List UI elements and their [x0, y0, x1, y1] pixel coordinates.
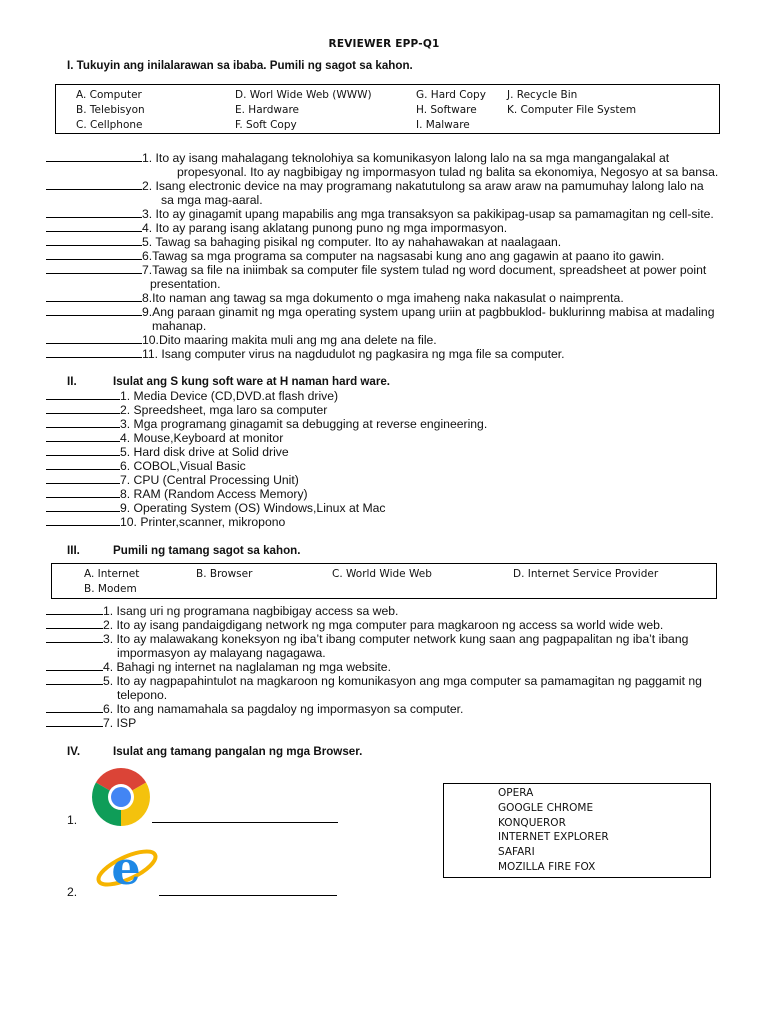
answer-blank[interactable] — [46, 716, 103, 727]
answer-blank[interactable] — [46, 501, 120, 512]
section-3-choice-box — [51, 563, 717, 599]
choice-k: K. Computer File System — [507, 104, 637, 116]
browser-option-konqueror: KONQUEROR — [498, 817, 566, 829]
answer-blank[interactable] — [46, 249, 142, 260]
s2-question-10: 10. Printer,scanner, mikropono — [46, 515, 285, 529]
answer-blank[interactable] — [46, 263, 142, 274]
s1-question-4: 4. Ito ay parang isang aklatang punong puno ng mga impormasyon. — [46, 221, 507, 235]
s2-question-4: 4. Mouse,Keyboard at monitor — [46, 431, 283, 445]
s2-question-9: 9. Operating System (OS) Windows,Linux at Mac — [46, 501, 386, 515]
svg-text:e: e — [111, 841, 141, 895]
choice-world-wide-web: C. World Wide Web — [332, 568, 432, 580]
choice-internet: A. Internet — [84, 568, 140, 580]
choice-f: F. Soft Copy — [235, 119, 297, 131]
s1-question-11: 11. Isang computer virus na nagdudulot ng pagkasira ng mga file sa computer. — [46, 347, 565, 361]
s3-question-6: 6. Ito ang namamahala sa pagdaloy ng impormasyon sa computer. — [46, 702, 463, 716]
s3-question-2: 2. Ito ay isang pandaigdigang network ng mga computer para magkaroon ng access sa world wide web. — [46, 618, 663, 632]
s3-question-5: 5. Ito ay nagpapahintulot na magkaroon ng komunikasyon ang mga computer sa pamamagitan ng paggamit ng — [46, 674, 702, 688]
answer-blank[interactable] — [46, 604, 103, 615]
s1-question-1-cont: propesyonal. Ito ay nagbibigay ng impormasyon tulad ng balita sa ekonomiya, Negosyo at sa bansa. — [177, 165, 719, 179]
s1-question-7: 7.Tawag sa file na iniimbak sa computer file system tulad ng word document, spreadsheet at power point — [46, 263, 706, 277]
answer-blank[interactable] — [46, 473, 120, 484]
choice-browser: B. Browser — [196, 568, 253, 580]
browser-answer-2[interactable] — [159, 895, 337, 896]
answer-blank[interactable] — [46, 389, 120, 400]
chrome-logo-icon — [89, 768, 153, 826]
s1-question-7-cont: presentation. — [150, 277, 221, 291]
answer-blank[interactable] — [46, 403, 120, 414]
answer-blank[interactable] — [46, 459, 120, 470]
s3-question-4: 4. Bahagi ng internet na naglalaman ng mga website. — [46, 660, 391, 674]
section-2-heading: Isulat ang S kung soft ware at H naman hard ware. — [113, 375, 391, 388]
section-4-heading: Isulat ang tamang pangalan ng mga Browser. — [113, 745, 363, 758]
answer-blank[interactable] — [46, 417, 120, 428]
s3-question-7: 7. ISP — [46, 716, 136, 730]
answer-blank[interactable] — [46, 674, 103, 685]
s1-question-8: 8.Ito naman ang tawag sa mga dokumento o mga imaheng naka nakasulat o naimprenta. — [46, 291, 624, 305]
answer-blank[interactable] — [46, 221, 142, 232]
page-title: REVIEWER EPP-Q1 — [328, 38, 440, 50]
answer-blank[interactable] — [46, 333, 142, 344]
answer-blank[interactable] — [46, 515, 120, 526]
answer-blank[interactable] — [46, 702, 103, 713]
choice-b: B. Telebisyon — [76, 104, 145, 116]
answer-blank[interactable] — [46, 291, 142, 302]
section-1-choice-box — [55, 84, 720, 134]
s2-question-6: 6. COBOL,Visual Basic — [46, 459, 246, 473]
answer-blank[interactable] — [46, 632, 103, 643]
s1-question-3: 3. Ito ay ginagamit upang mapabilis ang mga transaksyon sa pakikipag-usap sa pamamagitan ng cell-site. — [46, 207, 714, 221]
s3-question-1: 1. Isang uri ng programana nagbibigay access sa web. — [46, 604, 398, 618]
browser-option-safari: SAFARI — [498, 846, 535, 858]
answer-blank[interactable] — [46, 305, 142, 316]
browser-option-opera: OPERA — [498, 787, 534, 799]
choice-i: I. Malware — [416, 119, 470, 131]
s1-question-9: 9.Ang paraan ginamit ng mga operating system upang uriin at pagbbuklod- buklurinng mabisa at madaling — [46, 305, 715, 319]
s3-question-3: 3. Ito ay malawakang koneksyon ng iba’t ibang computer network kung saan ang pagpapalitan ng iba’t ibang — [46, 632, 688, 646]
answer-blank[interactable] — [46, 347, 142, 358]
browser-option-ie: INTERNET EXPLORER — [498, 831, 609, 843]
answer-blank[interactable] — [46, 179, 142, 190]
browser-item-1-number: 1. — [67, 813, 78, 827]
choice-d: D. Worl Wide Web (WWW) — [235, 89, 372, 101]
choice-e: E. Hardware — [235, 104, 300, 116]
answer-blank[interactable] — [46, 445, 120, 456]
choice-a: A. Computer — [76, 89, 142, 101]
s1-question-10: 10.Dito maaring makita muli ang mg ana delete na file. — [46, 333, 437, 347]
s1-question-5: 5. Tawag sa bahaging pisikal ng computer. Ito ay nahahawakan at naalagaan. — [46, 235, 561, 249]
section-3-number: III. — [67, 544, 80, 557]
browser-answer-1[interactable] — [152, 822, 338, 823]
answer-blank[interactable] — [46, 151, 142, 162]
s1-question-9-cont: mahanap. — [152, 319, 207, 333]
choice-modem: B. Modem — [84, 583, 137, 595]
choice-isp: D. Internet Service Provider — [513, 568, 659, 580]
browser-option-firefox: MOZILLA FIRE FOX — [498, 861, 596, 873]
s1-question-1: 1. Ito ay isang mahalagang teknolohiya sa komunikasyon lalong lalo na sa mga mangangalakal at — [46, 151, 669, 165]
section-3-heading: Pumili ng tamang sagot sa kahon. — [113, 544, 301, 557]
s2-question-1: 1. Media Device (CD,DVD.at flash drive) — [46, 389, 338, 403]
s2-question-2: 2. Spreedsheet, mga laro sa computer — [46, 403, 327, 417]
s2-question-3: 3. Mga programang ginagamit sa debugging at reverse engineering. — [46, 417, 487, 431]
answer-blank[interactable] — [46, 431, 120, 442]
s2-question-7: 7. CPU (Central Processing Unit) — [46, 473, 299, 487]
s1-question-2: 2. Isang electronic device na may programang nakatutulong sa araw araw na pamumuhay lalong lalo na — [46, 179, 704, 193]
answer-blank[interactable] — [46, 618, 103, 629]
s3-question-5-cont: telepono. — [117, 688, 168, 702]
section-1-heading: I. Tukuyin ang inilalarawan sa ibaba. Pumili ng sagot sa kahon. — [67, 59, 413, 72]
answer-blank[interactable] — [46, 207, 142, 218]
answer-blank[interactable] — [46, 660, 103, 671]
browser-item-2-number: 2. — [67, 885, 78, 899]
browser-option-chrome: GOOGLE CHROME — [498, 802, 594, 814]
s1-question-6: 6.Tawag sa mga programa sa computer na nagsasabi kung ano ang gagawin at paano ito gawin. — [46, 249, 664, 263]
choice-c: C. Cellphone — [76, 119, 143, 131]
browser-options-box — [443, 783, 711, 878]
answer-blank[interactable] — [46, 487, 120, 498]
choice-g: G. Hard Copy — [416, 89, 486, 101]
s1-question-2-cont: sa mga mag-aaral. — [161, 193, 263, 207]
section-4-number: IV. — [67, 745, 81, 758]
s2-question-8: 8. RAM (Random Access Memory) — [46, 487, 308, 501]
s2-question-5: 5. Hard disk drive at Solid drive — [46, 445, 289, 459]
s3-question-3-cont: impormasyon ay malayang nagagawa. — [117, 646, 326, 660]
section-2-number: II. — [67, 375, 77, 388]
choice-j: J. Recycle Bin — [507, 89, 578, 101]
choice-h: H. Software — [416, 104, 477, 116]
internet-explorer-logo-icon — [93, 840, 159, 898]
answer-blank[interactable] — [46, 235, 142, 246]
